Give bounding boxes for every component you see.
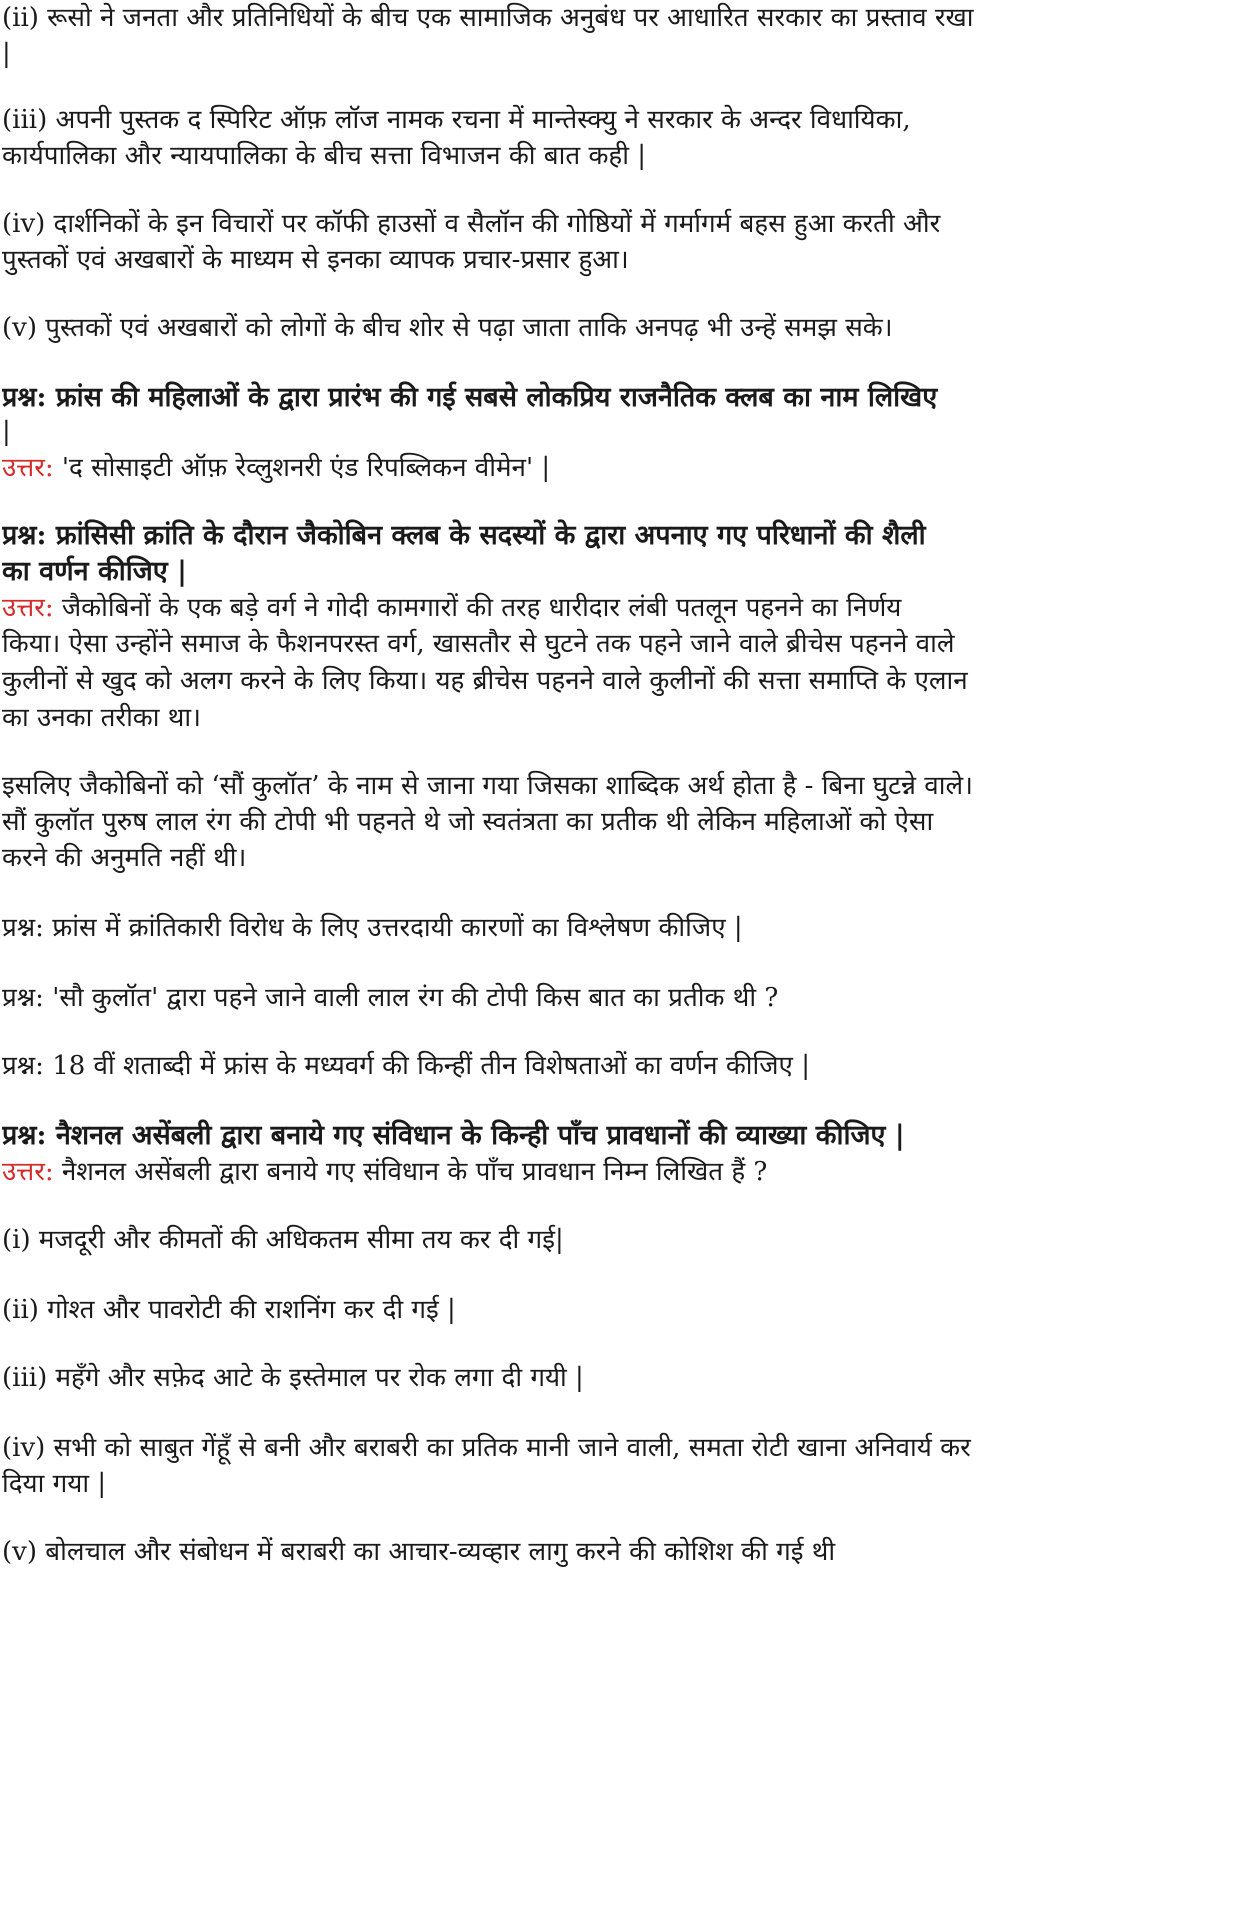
answer-sans-culottes: इसलिए जैकोबिनों को ‘सौं कुलॉत’ के नाम से जाना गया जिसका शाब्दिक अर्थ होता है - बिना घुटन्ने वाले।: [2, 771, 973, 801]
list-item-iii: (iii) महँगे और सफ़ेद आटे के इस्तेमाल पर रोक लगा दी गयी |: [2, 1363, 584, 1393]
question-women-club: प्रश्न: फ्रांस की महिलाओं के द्वारा प्रारंभ की गई सबसे लोकप्रिय राजनैतिक क्लब का नाम लिखिए: [2, 382, 938, 413]
answer-women-club: [2, 446, 1242, 490]
answer-jacobin-dress-line4: का उनका तरीका था।: [2, 703, 201, 733]
paragraph-point-iii: (iii) अपनी पुस्तक द स्पिरिट ऑफ़ लॉज नामक रचना में मान्तेस्क्यु ने सरकार के अन्दर विधायिका,: [2, 105, 911, 135]
answer-text: नैशनल असेंबली द्वारा बनाये गए संविधान के पाँच प्रावधान निम्न लिखित हैं ?: [53, 1157, 768, 1187]
list-item-iv: (iv) सभी को साबुत गेंहूँ से बनी और बराबरी का प्रतिक मानी जाने वाली, समता रोटी खाना अनिवार्य कर: [2, 1433, 971, 1463]
paragraph-point-iv: (iv) दार्शनिकों के इन विचारों पर कॉफी हाउसों व सैलॉन की गोष्ठियों में गर्मागर्म बहस हुआ करती और: [2, 209, 941, 239]
answer-jacobin-dress-line2: किया। ऐसा उन्होंने समाज के फैशनपरस्त वर्ग, खासतौर से घुटने तक पहने जाने वाले ब्रीचेस पहनने वाले: [2, 629, 955, 659]
answer-jacobin-dress-line3: कुलीनों से खुद को अलग करने के लिए किया। यह ब्रीचेस पहनने वाले कुलीनों की सत्ता समाप्ति के एलान: [2, 666, 968, 696]
question-constitution: प्रश्न: नैशनल असेंबली द्वारा बनाये गए संविधान के किन्ही पाँच प्रावधानों की व्याख्या कीजिए |: [2, 1120, 905, 1151]
paragraph-point-iii-cont: कार्यपालिका और न्यायपालिका के बीच सत्ता विभाजन की बात कही |: [2, 141, 646, 171]
answer-constitution: [2, 1150, 1242, 1194]
answer-text: 'द सोसाइटी ऑफ़ रेव्लुशनरी एंड रिपब्लिकन वीमेन' |: [53, 453, 551, 483]
answer-text: जैकोबिनों के एक बड़े वर्ग ने गोदी कामगारों की तरह धारीदार लंबी पतलून पहनने का निर्णय: [53, 593, 902, 623]
list-item-iv-cont: दिया गया |: [2, 1469, 107, 1499]
paragraph-point-ii-end: |: [2, 39, 11, 69]
question-middle-class: प्रश्न: 18 वीं शताब्दी में फ्रांस के मध्यवर्ग की किन्हीं तीन विशेषताओं का वर्णन कीजिए |: [2, 1051, 810, 1081]
paragraph-point-ii: (ii) रूसो ने जनता और प्रतिनिधियों के बीच एक सामाजिक अनुबंध पर आधारित सरकार का प्रस्ताव रखा: [2, 3, 974, 33]
answer-label: उत्तर:: [2, 453, 54, 483]
paragraph-point-iv-cont: पुस्तकों एवं अखबारों के माध्यम से इनका व्यापक प्रचार-प्रसार हुआ।: [2, 245, 629, 275]
paragraph-point-v: (v) पुस्तकों एवं अखबारों को लोगों के बीच शोर से पढ़ा जाता ताकि अनपढ़ भी उन्हें समझ सके।: [2, 313, 893, 343]
answer-label: उत्तर:: [2, 1157, 54, 1187]
question-jacobin-dress-cont: का वर्णन कीजिए |: [2, 556, 187, 587]
question-red-cap: प्रश्न: 'सौ कुलॉत' द्वारा पहने जाने वाली लाल रंग की टोपी किस बात का प्रतीक थी ?: [2, 983, 779, 1013]
question-revolution-causes: प्रश्न: फ्रांस में क्रांतिकारी विरोध के लिए उत्तरदायी कारणों का विश्लेषण कीजिए |: [2, 913, 743, 943]
answer-sans-culottes-line3: करने की अनुमति नहीं थी।: [2, 843, 247, 873]
answer-sans-culottes-line2: सौं कुलॉत पुरुष लाल रंग की टोपी भी पहनते थे जो स्वतंत्रता का प्रतीक थी लेकिन महिलाओं को ऐसा: [2, 807, 934, 837]
list-item-i: (i) मजदूरी और कीमतों की अधिकतम सीमा तय कर दी गई|: [2, 1225, 564, 1255]
answer-label: उत्तर:: [2, 593, 54, 623]
list-item-ii: (ii) गोश्त और पावरोटी की राशनिंग कर दी गई |: [2, 1295, 456, 1325]
list-item-v: (v) बोलचाल और संबोधन में बराबरी का आचार-व्यव्हार लागु करने की कोशिश की गई थी: [2, 1537, 836, 1567]
question-women-club-end: |: [2, 417, 11, 447]
question-jacobin-dress: प्रश्न: फ्रांसिसी क्रांति के दौरान जैकोबिन क्लब के सदस्यों के द्वारा अपनाए गए परिधानों की शैली: [2, 520, 926, 551]
